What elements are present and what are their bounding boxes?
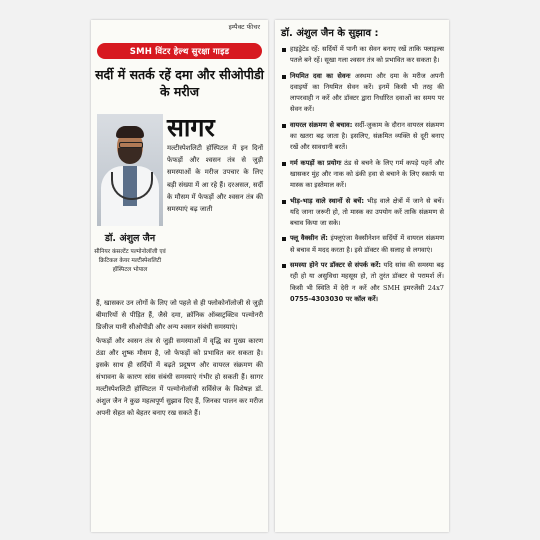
tip-label: भीड़-भाड़ वाले स्थानों से बचें: (290, 196, 364, 205)
article-body (96, 297, 263, 421)
tips-title: डॉ. अंशुल जैन के सुझाव : (281, 28, 379, 39)
emergency-phone: 0755-4303030 पर कॉल करें। (290, 294, 379, 303)
doctor-designation: सीनियर कंसल्टेंट पल्मोनोलॉजी एवं क्रिटिकल केयर मल्टीस्पेशलिटी हॉस्पिटल भोपाल (94, 249, 166, 273)
doctor-photo (97, 114, 163, 226)
city-heading: सागर (167, 113, 215, 142)
tip-medication (281, 71, 444, 116)
tip-text: हाइड्रेटेड रहें: सर्दियों में पानी का सेवन बनाए रखें ताकि फ्लाइल्स पतले बने रहें। सूखा गला श्वसन तंत्र को प्रभावित कर सकता है। (290, 45, 444, 65)
tips-list (281, 44, 444, 309)
tip-label: नियमित दवा का सेवनः (290, 71, 351, 80)
tip-flu-vaccine (281, 233, 444, 256)
tip-avoid-crowds (281, 196, 444, 230)
tip-label: गर्म कपड़ों का प्रयोगः (290, 158, 342, 167)
tip-text: भीड़ वाले क्षेत्रों में जाने से बचें। यदि जाना जरूरी हो, तो मास्क का उपयोग करें ताकि संक्रमण से बचाव किया जा सके। (290, 196, 445, 228)
doctor-name: डॉ. अंशुल जैन (104, 233, 156, 244)
tip-contact-doctor (281, 260, 444, 305)
body-paragraph-1: हैं, खासकर उन लोगों के लिए जो पहले से ही फ्लोकोनॉलोजी से जुड़ी बीमारियों से पीड़ित हैं, जैसे दमा, क्रॉनिक ऑब्सट्रक्टिव पल्मोनरी डिजीज यानी सीओपीडी और अन्य श्वसन संबंधी समस्याएं। (96, 299, 263, 331)
right-column (275, 20, 449, 532)
tip-label: समस्या होने पर डॉक्टर से संपर्क करें: (290, 261, 382, 270)
tip-text: ठंड से बचने के लिए गर्म कपड़े पहनें और खासकर मुंह और नाक को ढंकी हवा से बचाने के लिए स्कार्फ या मास्क का इस्तेमाल करें। (290, 158, 444, 190)
tip-viral-protection (281, 120, 444, 154)
left-column (91, 20, 268, 532)
tip-label: वायरल संक्रमण से बचाव: (290, 120, 353, 129)
tip-text: इंफ्लूएंजा वैक्सीनेशन सर्दियों में वायरल संक्रमण से बचाव में मदद करता है। इसे डॉक्टर की सलाह से लगवाएं। (290, 234, 444, 254)
body-paragraph-2: फेफड़ों और श्वसन तंत्र से जुड़ी समस्याओं में वृद्धि का मुख्य कारण ठंडा और शुष्क मौसम है, जो फेफड़ों को प्रभावित कर सकता है। इसके साथ ही सर्दियों में बढ़ते प्रदूषण और वायरल संक्रमण की संभावना के कारण सांस संबंधी समस्याएं गंभीर हो सकती हैं। सागर मल्टीस्पेशलिटी हॉस्पिटल में पल्मोनोलॉजी सर्विसेज के विशेषज्ञ डॉ. अंशुल जैन ने कुछ महत्वपूर्ण सुझाव दिए हैं, जिनका पालन कर मरीज अपनी सेहत को बेहतर बनाए रख सकते हैं। (96, 337, 263, 417)
health-guide-banner: SMH विंटर हेल्थ सुरक्षा गाइड (97, 43, 262, 59)
tip-label: फ्लू वैक्सीन लें: (290, 234, 328, 243)
article-headline: सर्दी में सतर्क रहें दमा और सीओपीडी के मरीज (95, 67, 264, 99)
tip-text: अस्थमा और दमा के मरीज अपनी दवाइयों का नियमित सेवन करें। इनमें किसी भी तरह की लापरवाही न करें और डॉक्टर द्वारा निर्धारित दवाओं का समय पर सेवन करें। (290, 71, 444, 114)
tip-hydration (281, 44, 444, 67)
intro-text: मल्टीस्पेशलिटी हॉस्पिटल में इन दिनों फेफड़ों और श्वसन तंत्र से जुड़ी समस्याओं के मरीज उपचार के लिए बड़ी संख्या में आ रहे हैं। दरअसल, सर्दी के मौसम में फेफड़ों और श्वसन तंत्र की समस्याएं बढ़ जाती (167, 144, 263, 214)
tip-warm-clothes (281, 158, 444, 192)
tip-text: सर्दी-जुकाम के दौरान वायरल संक्रमण का खतरा बढ़ जाता है। इसलिए, संक्रमित व्यक्ति से दूरी बनाए रखें और सावधानी बरतें। (290, 120, 444, 152)
impact-feature-label: इम्पैक्ट फीचर (228, 23, 260, 31)
tip-text: यदि सांस की समस्या बढ़ रही हो या असुविधा महसूस हो, तो तुरंत डॉक्टर से परामर्श लें। किसी भी स्थिति में देरी न करें और SMH इमरजेंसी 24x7 (290, 261, 444, 292)
